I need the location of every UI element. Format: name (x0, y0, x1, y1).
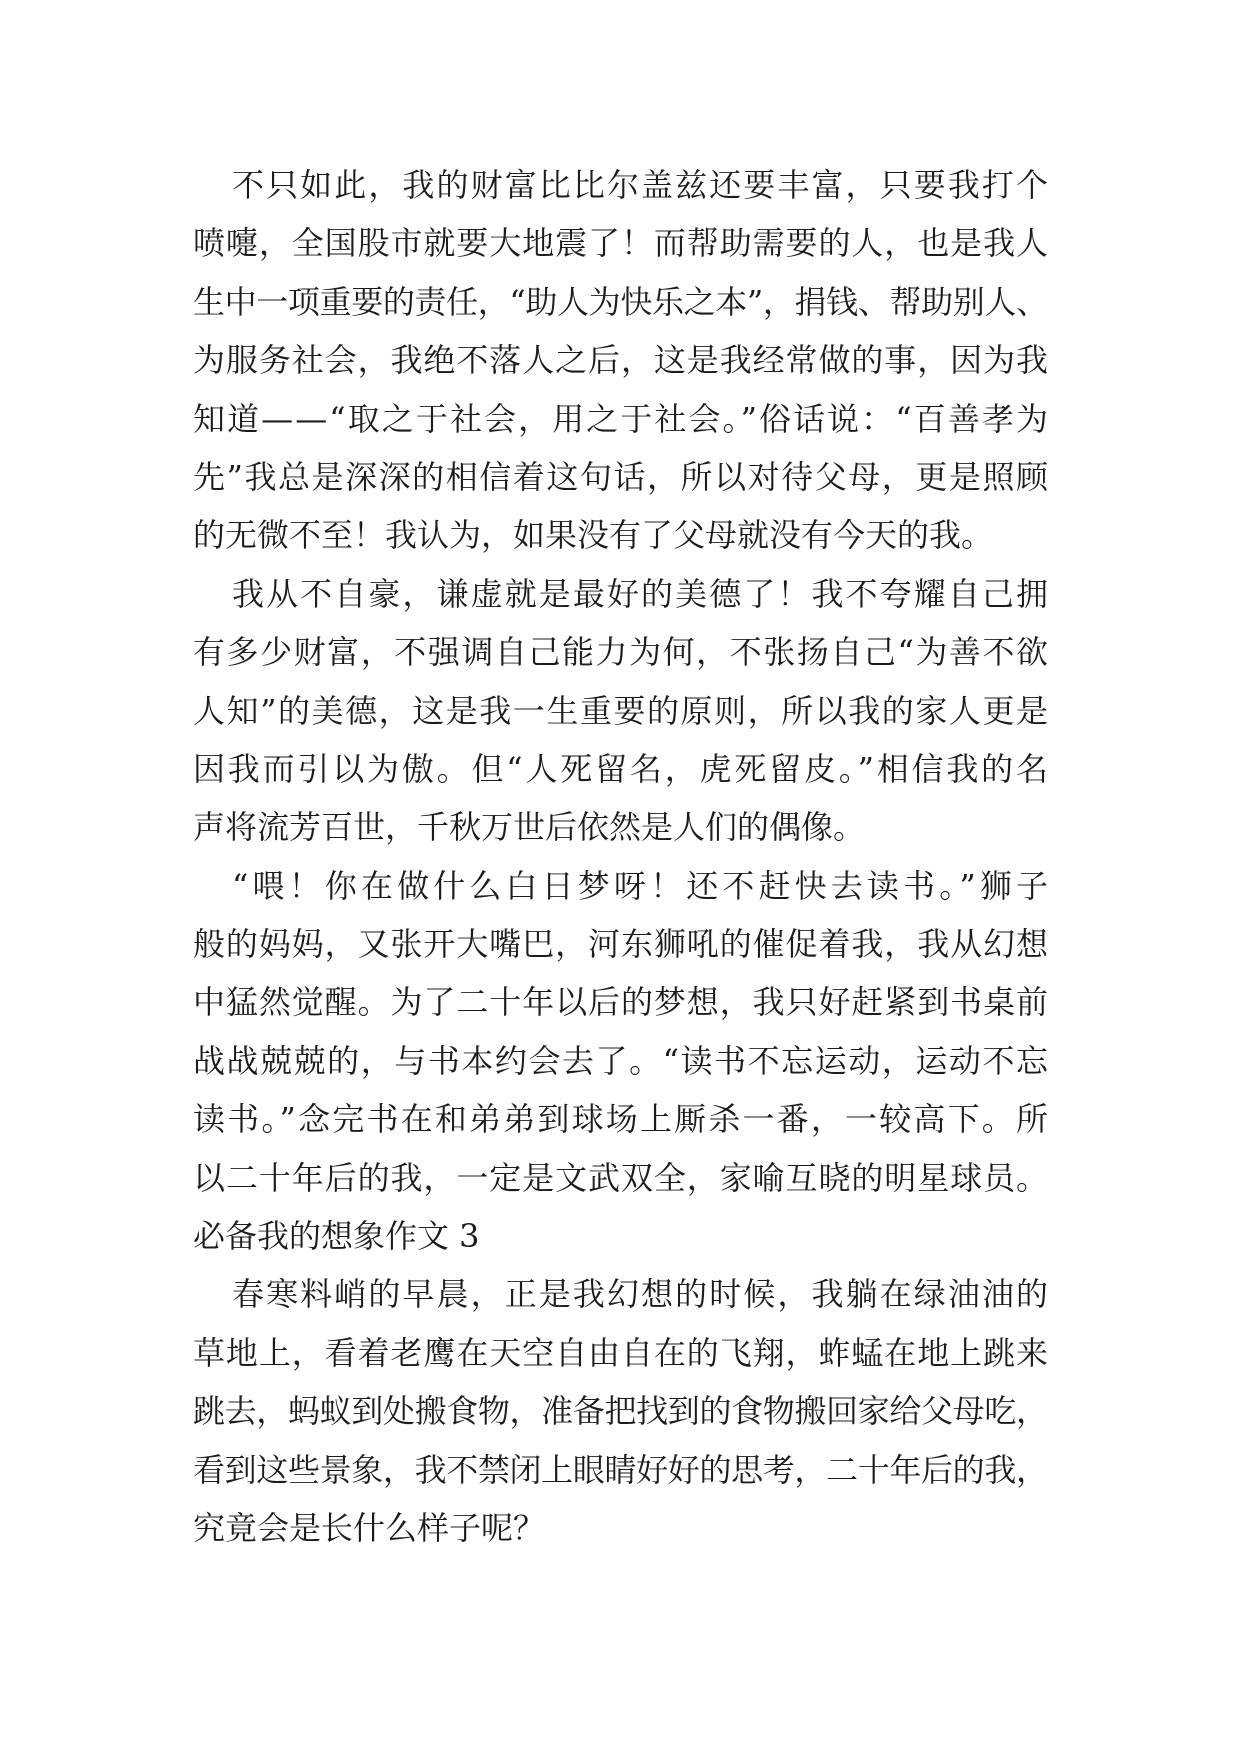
text-line (193, 1324, 1048, 1382)
text-line-content: 有多少财富，不强调自己能力为何，不张扬自己“为善不欲 (193, 633, 1050, 672)
text-line (193, 857, 1053, 915)
text-line (193, 1265, 1051, 1323)
text-line-content: 看到这些景象，我不禁闭上眼睛好好的思考，二十年后的我， (193, 1450, 1048, 1489)
text-line (193, 273, 1048, 331)
text-line (193, 1382, 1048, 1440)
text-line (193, 1149, 1048, 1207)
text-line (193, 682, 1048, 740)
text-line (193, 1441, 1048, 1499)
paragraph (193, 1265, 1051, 1557)
text-line (193, 390, 1051, 448)
text-line (193, 973, 1048, 1031)
text-line (193, 798, 1048, 856)
text-line-content: 声将流芳百世，千秋万世后依然是人们的偶像。 (193, 808, 866, 847)
text-line-content: 喷嚏，全国股市就要大地震了！而帮助需要的人，也是我人 (193, 224, 1049, 263)
text-line-content: 中猛然觉醒。为了二十年以后的梦想，我只好赶紧到书桌前 (193, 983, 1049, 1022)
text-line-content: 先”我总是深深的相信着这句话，所以对待父母，更是照顾 (193, 457, 1050, 496)
text-line-content: 知道——“取之于社会，用之于社会。”俗话说：“百善孝为 (193, 399, 1051, 438)
text-line-content: 人知”的美德，这是我一生重要的原则，所以我的家人更是 (193, 691, 1050, 730)
text-line (193, 1499, 1048, 1557)
section-heading (193, 1207, 1048, 1265)
text-line (193, 506, 1048, 564)
text-line-content: 不只如此，我的财富比比尔盖兹还要丰富，只要我打个 (232, 166, 1051, 204)
text-line-content: 跳去，蚂蚁到处搬食物，准备把找到的食物搬回家给父母吃， (193, 1392, 1048, 1431)
text-line-content: 生中一项重要的责任，“助人为快乐之本”，捐钱、帮助别人、 (193, 282, 1048, 321)
text-line-content: 因我而引以为傲。但“人死留名，虎死留皮。”相信我的名 (193, 749, 1051, 788)
text-line-content: 我从不自豪，谦虚就是最好的美德了！我不夸耀自己拥 (232, 574, 1051, 613)
text-line (193, 740, 1051, 798)
text-line (193, 623, 1048, 681)
text-line-content: 春寒料峭的早晨，正是我幻想的时候，我躺在绿油油的 (232, 1275, 1051, 1314)
text-line (193, 915, 1048, 973)
text-line (193, 565, 1051, 623)
paragraph (193, 156, 1051, 565)
text-line-content: “喂！你在做什么白日梦呀！还不赶快去读书。”狮子 (232, 866, 1053, 905)
text-line-content: 战战兢兢的，与书本约会去了。“读书不忘运动，运动不忘 (193, 1041, 1050, 1080)
text-line (193, 214, 1048, 272)
text-line (193, 1032, 1048, 1090)
text-line (193, 156, 1051, 214)
text-line-content: 以二十年后的我，一定是文武双全，家喻互晓的明星球员。 (193, 1158, 1049, 1197)
text-line-content: 读书。”念完书在和弟弟到球场上厮杀一番，一较高下。所 (193, 1100, 1051, 1139)
section-heading-text: 必备我的想象作文 3 (193, 1217, 480, 1256)
text-line-content: 究竟会是长什么样子呢？ (193, 1508, 546, 1547)
text-line (193, 448, 1048, 506)
text-line-content: 般的妈妈，又张开大嘴巴，河东狮吼的催促着我，我从幻想 (193, 925, 1049, 964)
body-text (193, 156, 1053, 1557)
text-line (193, 331, 1048, 389)
text-line-content: 为服务社会，我绝不落人之后，这是我经常做的事，因为我 (193, 341, 1049, 380)
paragraph (193, 565, 1051, 857)
paragraph (193, 857, 1053, 1207)
text-line-content: 草地上，看着老鹰在天空自由自在的飞翔，蚱蜢在地上跳来 (193, 1333, 1049, 1372)
text-line-content: 的无微不至！我认为，如果没有了父母就没有今天的我。 (193, 516, 994, 555)
text-line (193, 1090, 1051, 1148)
